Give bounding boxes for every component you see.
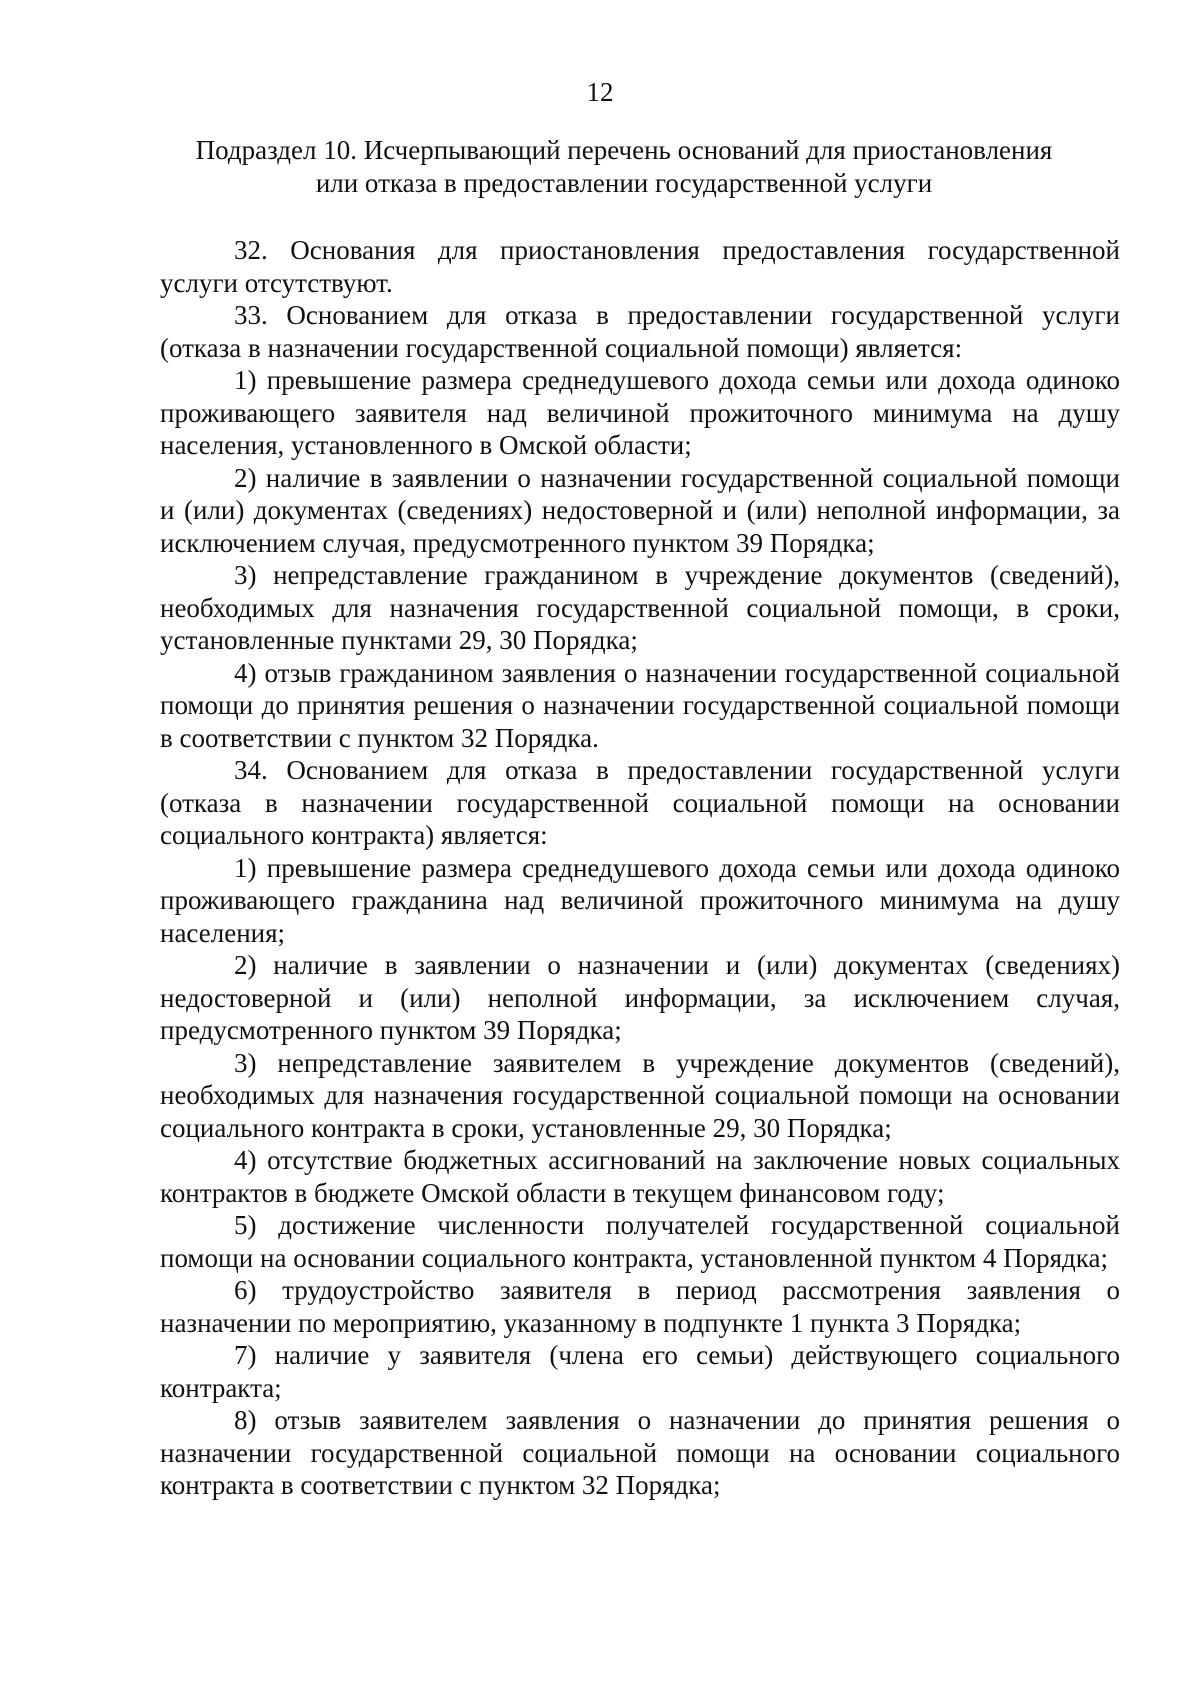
page-number: 12: [586, 77, 614, 107]
paragraph-34-item-3: 3) непредставление заявителем в учреждение документов (сведений), необходимых для назначения государственной социальной помощи на основании социального контракта в сроки, установленные 29, 30 Порядка;: [160, 1047, 1120, 1143]
paragraph-33-item-4: 4) отзыв гражданином заявления о назначении государственной социальной помощи до принятия решения о назначении государственной социальной помощи в соответствии с пунктом 32 Порядка.: [160, 657, 1120, 753]
paragraph-34-item-4: 4) отсутствие бюджетных ассигнований на заключение новых социальных контрактов в бюджете Омской области в текущем финансовом году;: [160, 1145, 1120, 1208]
paragraph-34-item-1: 1) превышение размера среднедушевого дохода семьи или дохода одиноко проживающего гражданина над величиной прожиточного минимума на душу населения;: [160, 852, 1120, 948]
paragraph-34-item-6: 6) трудоустройство заявителя в период рассмотрения заявления о назначении по мероприятию, указанному в подпункте 1 пункта 3 Порядка;: [160, 1275, 1120, 1338]
paragraph-34-item-5: 5) достижение численности получателей государственной социальной помощи на основании социального контракта, установленной пунктом 4 Порядка;: [160, 1210, 1120, 1273]
paragraph-33-item-2: 2) наличие в заявлении о назначении государственной социальной помощи и (или) документах (сведениях) недостоверной и (или) неполной информации, за исключением случая, предусмотренного пунктом 39 Порядка;: [160, 462, 1120, 558]
paragraph-33: 33. Основанием для отказа в предоставлении государственной услуги (отказа в назначении государственной социальной помощи) является:: [160, 300, 1120, 363]
section-heading: [150, 134, 1098, 200]
paragraph-34-item-8: 8) отзыв заявителем заявления о назначении до принятия решения о назначении государственной социальной помощи на основании социального контракта в соответствии с пунктом 32 Порядка;: [160, 1405, 1120, 1500]
section-heading-line-1: Подраздел 10. Исчерпывающий перечень оснований для приостановления: [195, 135, 1053, 165]
paragraph-33-item-3: 3) непредставление гражданином в учреждение документов (сведений), необходимых для назначения государственной социальной помощи, в сроки, установленные пунктами 29, 30 Порядка;: [160, 560, 1120, 655]
paragraph-34-item-7: 7) наличие у заявителя (члена его семьи) действующего социального контракта;: [160, 1340, 1120, 1403]
paragraph-34-item-2: 2) наличие в заявлении о назначении и (или) документах (сведениях) недостоверной и (или) неполной информации, за исключением случая, предусмотренного пунктом 39 Порядка;: [160, 950, 1120, 1045]
paragraph-32: 32. Основания для приостановления предоставления государственной услуги отсутствуют.: [160, 235, 1120, 298]
paragraph-34: 34. Основанием для отказа в предоставлении государственной услуги (отказа в назначении государственной социальной помощи на основании социального контракта) является:: [160, 755, 1120, 850]
paragraph-33-item-1: 1) превышение размера среднедушевого дохода семьи или дохода одиноко проживающего заявителя над величиной прожиточного минимума на душу населения, установленного в Омской области;: [160, 365, 1120, 460]
document-body: [160, 234, 1120, 1502]
section-heading-line-2: или отказа в предоставлении государственной услуги: [315, 168, 933, 198]
